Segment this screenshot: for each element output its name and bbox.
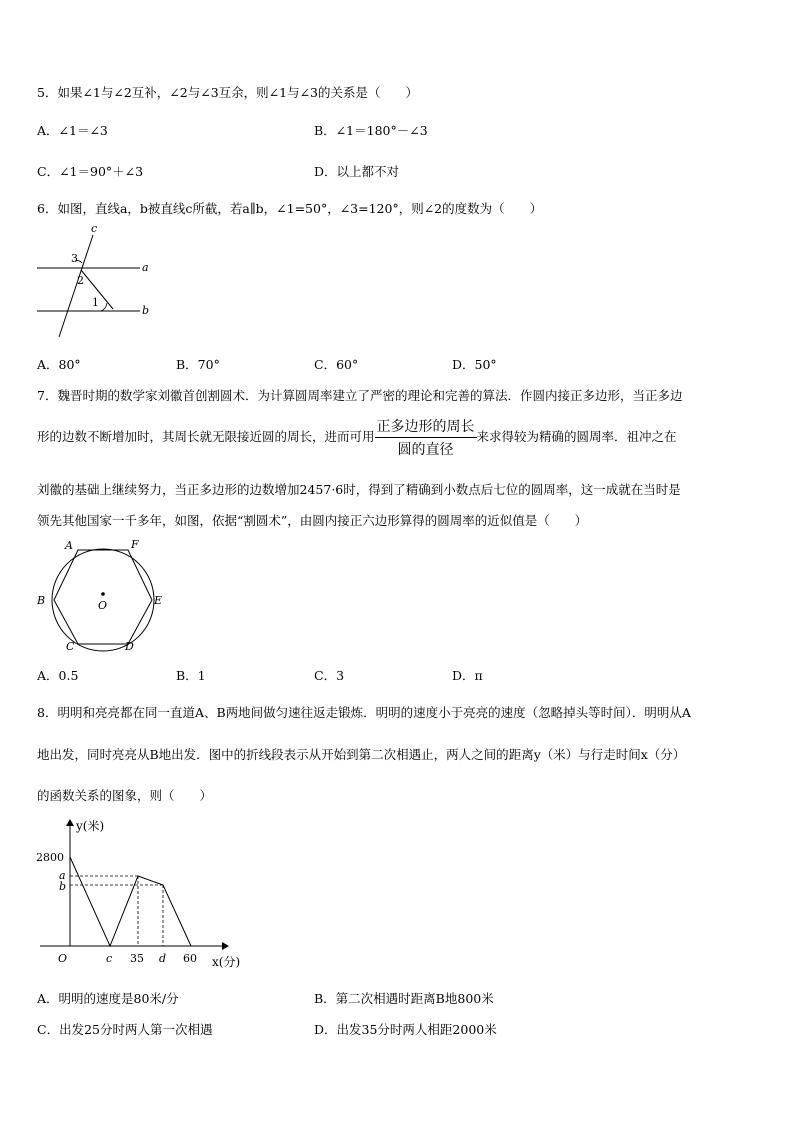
- tick-c: c: [106, 952, 113, 965]
- q8-option-d: D．出发35分时两人相距2000米: [314, 1022, 497, 1037]
- fraction-denominator: 圆的直径: [397, 442, 454, 458]
- q8-option-b: B．第二次相遇时距离B地800米: [314, 991, 494, 1006]
- q7-option-d: D．π: [452, 668, 483, 683]
- q8-line2: 地出发，同时亮亮从B地出发．图中的折线段表示从开始到第二次相遇止，两人之间的距离y（米）与行走时间x（分）: [37, 747, 686, 762]
- tick-60: 60: [183, 952, 197, 965]
- q5-stem: 5．如果∠1与∠2互补，∠2与∠3互余，则∠1与∠3的关系是（ ）: [37, 85, 419, 100]
- q7-line2: [37, 416, 677, 459]
- q6-figure-parallel-lines: [35, 225, 155, 340]
- label-F: F: [131, 538, 139, 551]
- hexagon: [54, 550, 152, 644]
- q5-option-d: D．以上都不对: [314, 164, 400, 179]
- q6-option-c: C．60°: [314, 357, 359, 372]
- q7-line2-post: 来求得较为精确的圆周率．祖冲之在: [476, 429, 677, 444]
- label-A: A: [65, 539, 73, 552]
- q6-option-d: D．50°: [452, 357, 497, 372]
- q8-option-c: C．出发25分时两人第一次相遇: [37, 1022, 213, 1037]
- label-2: 2: [77, 274, 84, 287]
- q7-option-b: B．1: [176, 668, 206, 683]
- tick-2800: 2800: [36, 851, 64, 864]
- q7-option-c: C．3: [314, 668, 345, 683]
- center-dot: [101, 592, 105, 596]
- fraction-numerator: 正多边形的周长: [375, 416, 477, 438]
- q7-line3: 刘徽的基础上继续努力，当正多边形的边数增加2457·6时，得到了精确到小数点后七位的圆周率，这一成就在当时是: [37, 482, 681, 497]
- label-3: 3: [71, 252, 78, 265]
- q8-line3: 的函数关系的图象，则（ ）: [37, 788, 213, 803]
- q7-option-a: A．0.5: [37, 668, 79, 683]
- angle-1-arc: [101, 303, 107, 311]
- y-axis-label: y(米): [76, 819, 105, 833]
- q8-line1: 8．明明和亮亮都在同一直道A、B两地间做匀速往返走锻炼．明明的速度小于亮亮的速度（忽略掉头等时间）．明明从A: [37, 705, 691, 720]
- label-E: E: [154, 594, 163, 607]
- label-a: a: [142, 261, 149, 274]
- distance-polyline: [70, 857, 191, 946]
- q5-option-a: A．∠1＝∠3: [37, 123, 108, 138]
- q7-fraction: [375, 416, 477, 459]
- q6-option-a: A．80°: [37, 357, 81, 372]
- label-D: D: [125, 640, 134, 653]
- q7-line2-pre: 形的边数不断增加时，其周长就无限接近圆的周长，进而可用: [37, 429, 375, 444]
- q7-line1: 7．魏晋时期的数学家刘徽首创割圆术．为计算圆周率建立了严密的理论和完善的算法．作圆内接正多边形，当正多边: [37, 388, 683, 403]
- q7-line4: 领先其他国家一千多年，如图，依据“割圆术”，由圆内接正六边形算得的圆周率的近似值是（ ）: [37, 513, 588, 528]
- label-B: B: [37, 594, 46, 607]
- q7-figure-hexagon-circle: [32, 536, 172, 654]
- q8-option-a: A．明明的速度是80米/分: [37, 991, 179, 1006]
- label-1: 1: [92, 296, 99, 309]
- tick-b: b: [59, 880, 67, 893]
- label-c: c: [91, 225, 98, 235]
- tick-a: a: [59, 869, 66, 882]
- q5-option-b: B．∠1＝180°－∠3: [314, 123, 428, 138]
- q6-option-b: B．70°: [176, 357, 220, 372]
- tick-35: 35: [130, 952, 144, 965]
- tick-d: d: [159, 952, 167, 965]
- label-O: O: [98, 599, 108, 612]
- q8-figure-distance-time-graph: [32, 812, 257, 972]
- line-c: [59, 235, 93, 337]
- label-b: b: [142, 304, 150, 317]
- origin-label: O: [58, 952, 68, 965]
- q6-stem: 6．如图，直线a，b被直线c所截，若a∥b，∠1=50°，∠3=120°，则∠2的度数为（ ）: [37, 201, 543, 216]
- label-C: C: [66, 640, 75, 653]
- x-axis-label: x(分): [212, 955, 241, 969]
- q5-option-c: C．∠1＝90°＋∠3: [37, 164, 144, 179]
